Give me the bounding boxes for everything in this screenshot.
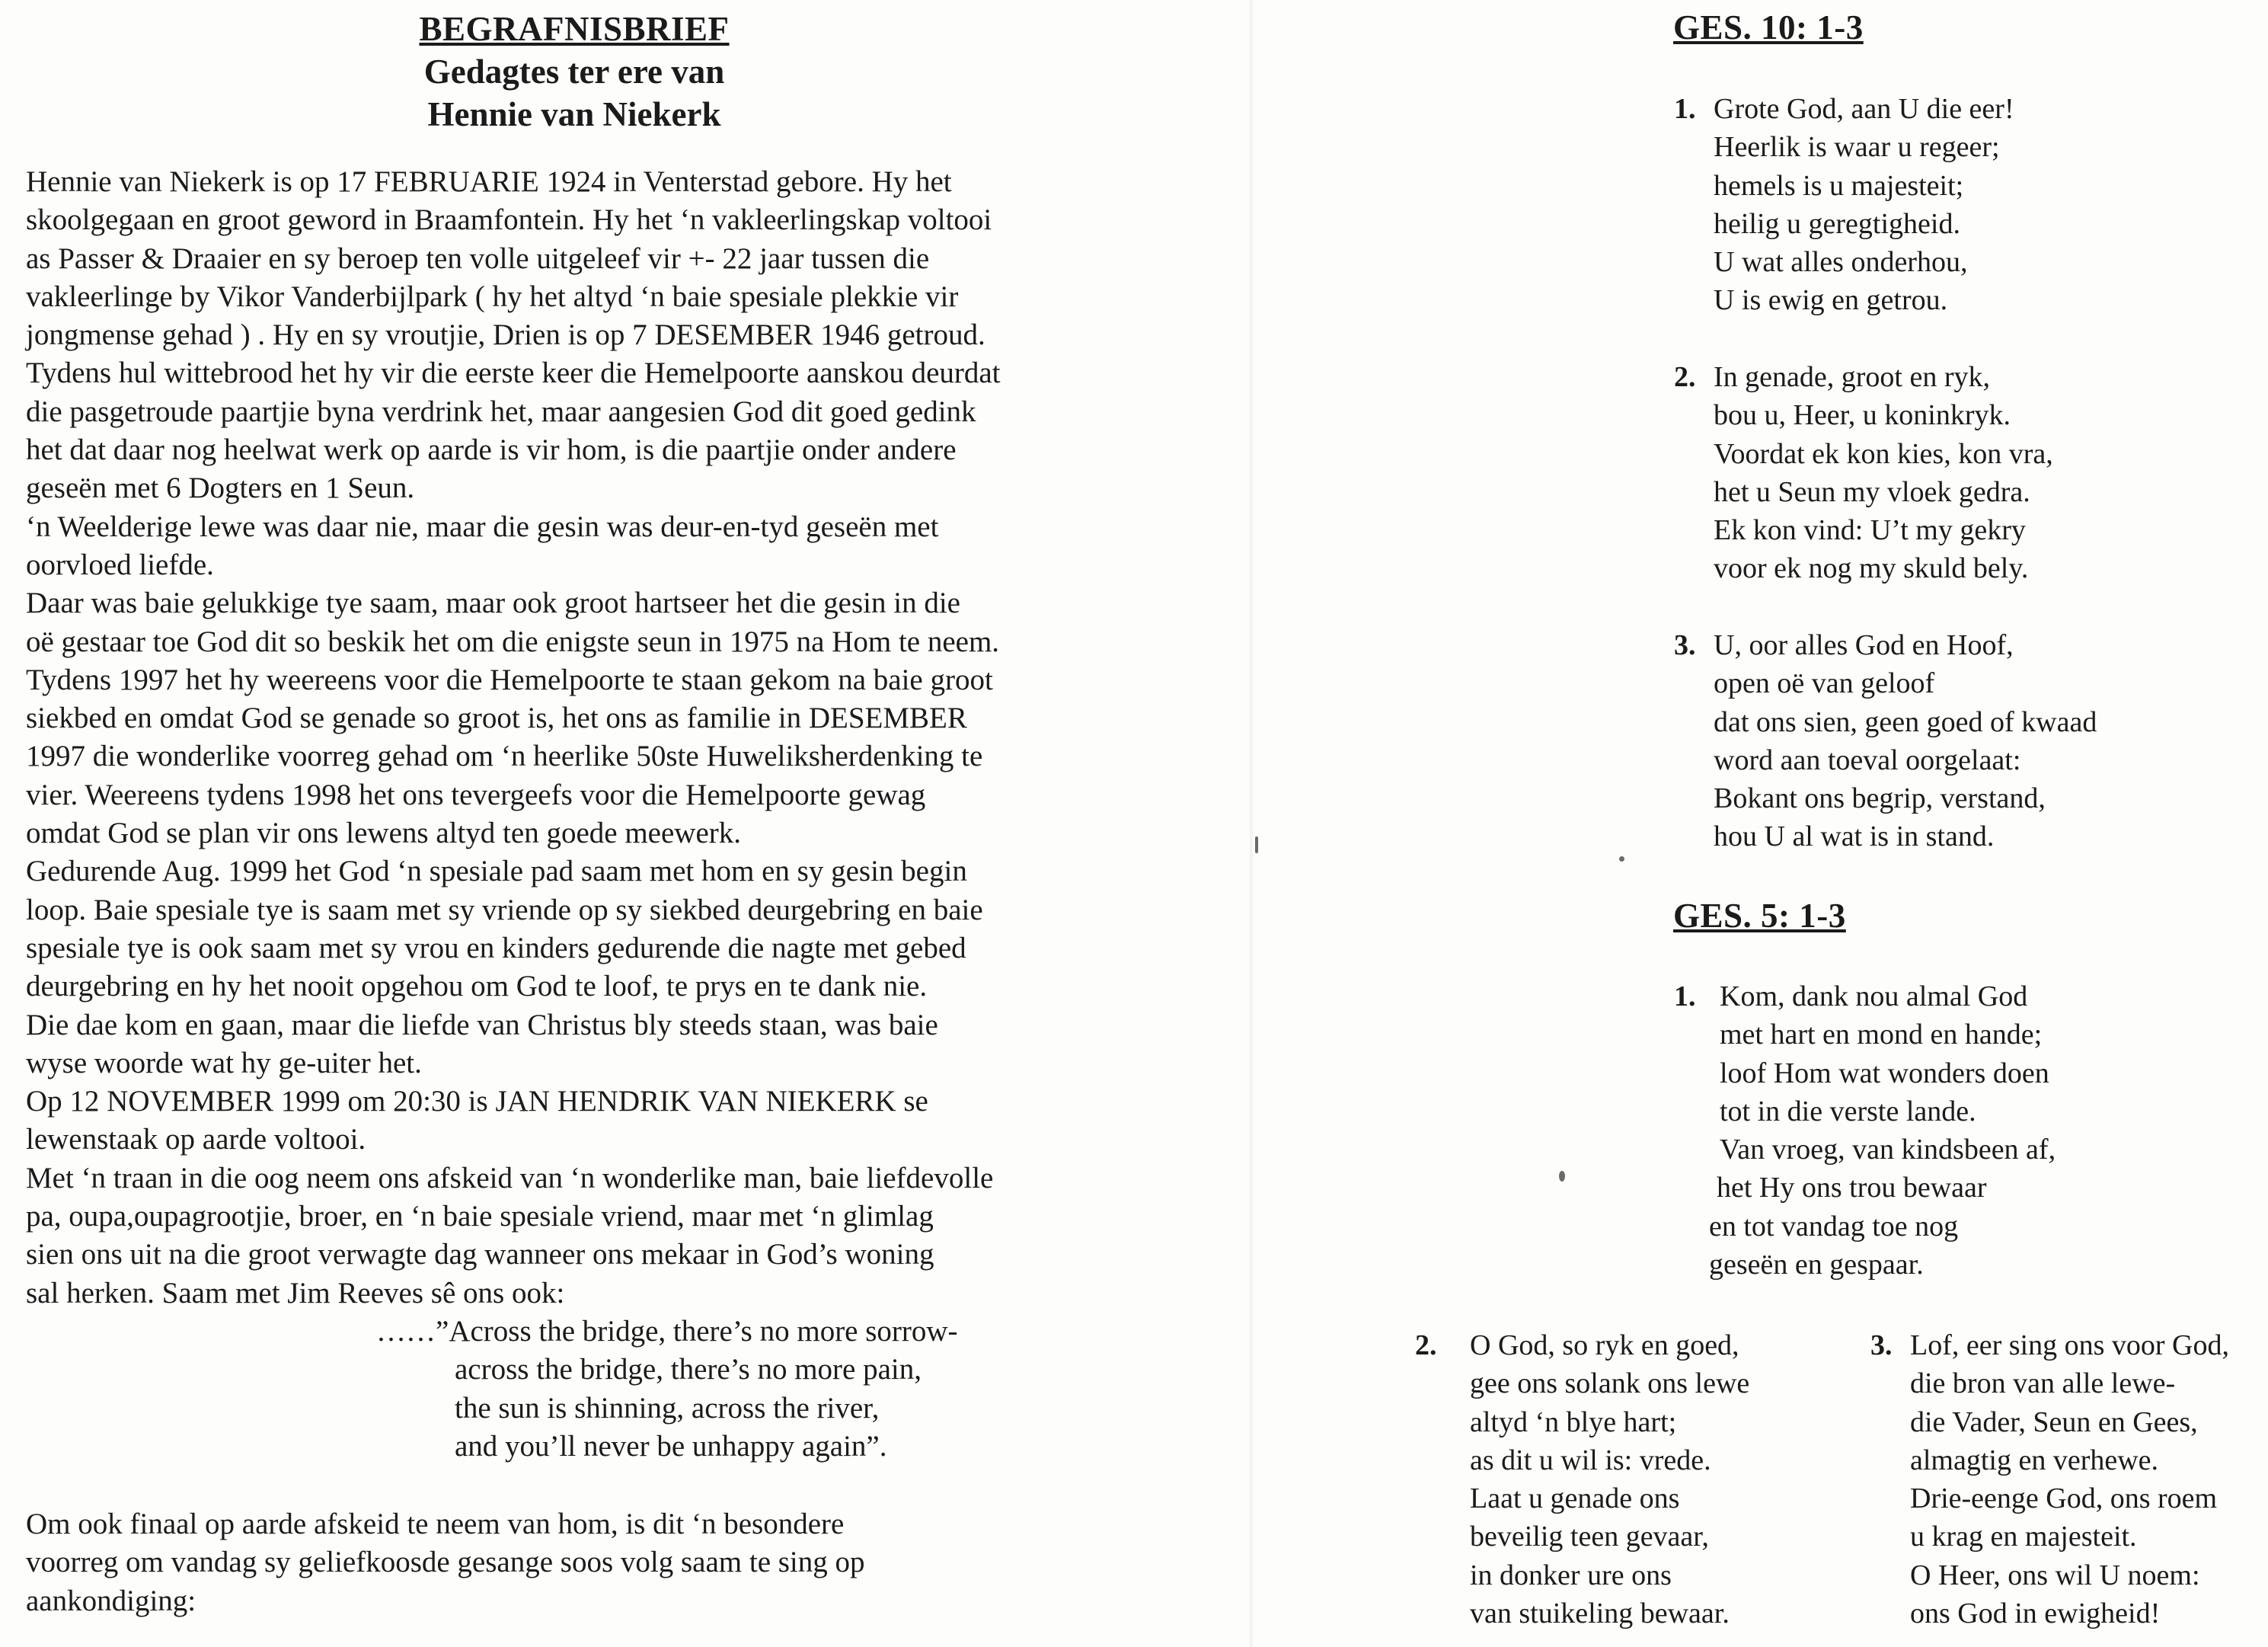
verse-line: O Heer, ons wil U noem: bbox=[1910, 1559, 2200, 1591]
text-line: jongmense gehad ) . Hy en sy vroutjie, Drien is op 7 DESEMBER 1946 getroud. bbox=[26, 318, 985, 352]
hymn-heading: GES. 5: 1-3 bbox=[1673, 897, 1846, 935]
hymn-verse bbox=[1870, 1326, 2229, 1633]
verse-number: 1. bbox=[1674, 980, 1696, 1012]
text-line: aankondiging: bbox=[26, 1584, 196, 1617]
verse-line: dat ons sien, geen goed of kwaad bbox=[1714, 705, 2097, 738]
hymn-verse bbox=[1415, 1326, 1749, 1633]
page-fold bbox=[1249, 0, 1254, 1647]
verse-line: die Vader, Seun en Gees, bbox=[1910, 1406, 2198, 1438]
letter-title: BEGRAFNISBRIEF bbox=[419, 10, 730, 48]
verse-line: Kom, dank nou almal God bbox=[1720, 980, 2028, 1012]
hymn-verse bbox=[1674, 977, 2056, 1284]
verse-line: altyd ‘n blye hart; bbox=[1470, 1406, 1677, 1438]
verse-line: u krag en majesteit. bbox=[1910, 1521, 2137, 1553]
text-line: lewenstaak op aarde voltooi. bbox=[26, 1123, 366, 1156]
text-line: vier. Weereens tydens 1998 het ons tevergeefs voor die Hemelpoorte gewag bbox=[26, 778, 926, 811]
text-line: vakleerlinge by Vikor Vanderbijlpark ( hy het altyd ‘n baie spesiale plekkie vir bbox=[26, 280, 959, 313]
text-line: siekbed en omdat God se genade so groot is, het ons as familie in DESEMBER bbox=[26, 702, 967, 735]
text-line: Met ‘n traan in die oog neem ons afskeid van ‘n wonderlike man, baie liefdevolle bbox=[26, 1161, 994, 1194]
verse-number: 1. bbox=[1674, 93, 1696, 125]
hymn-verse bbox=[1674, 358, 2053, 588]
verse-line: ons God in ewigheid! bbox=[1910, 1597, 2161, 1630]
hymn-heading: GES. 10: 1-3 bbox=[1673, 8, 1864, 46]
verse-line: U is ewig en getrou. bbox=[1714, 284, 1948, 317]
text-line: sal herken. Saam met Jim Reeves sê ons ook: bbox=[26, 1276, 565, 1310]
text-line: ‘n Weelderige lewe was daar nie, maar die gesin was deur-en-tyd geseën met bbox=[26, 510, 939, 543]
closing-paragraph bbox=[26, 1505, 1138, 1620]
verse-line: Grote God, aan U die eer! bbox=[1714, 93, 2014, 125]
verse-line: almagtig en verhewe. bbox=[1910, 1444, 2159, 1476]
verse-line: Drie-eenge God, ons roem bbox=[1910, 1482, 2218, 1515]
verse-line: het Hy ons trou bewaar bbox=[1717, 1172, 1987, 1204]
letter-header bbox=[26, 8, 1107, 136]
text-line: skoolgegaan en groot geword in Braamfontein. Hy het ‘n vakleerlingskap voltooi bbox=[26, 203, 992, 237]
verse-line: gee ons solank ons lewe bbox=[1470, 1367, 1750, 1400]
text-line: Daar was baie gelukkige tye saam, maar ook groot hartseer het die gesin in die bbox=[26, 587, 960, 620]
quote-line: the sun is shinning, across the river, bbox=[455, 1391, 880, 1425]
verse-line: word aan toeval oorgelaat: bbox=[1714, 744, 2021, 776]
hymn-verse bbox=[1674, 626, 2097, 856]
text-line: oorvloed liefde. bbox=[26, 548, 214, 581]
paper-speck bbox=[1619, 856, 1624, 862]
verse-line: as dit u wil is: vrede. bbox=[1470, 1444, 1711, 1476]
verse-line: Van vroeg, van kindsbeen af, bbox=[1720, 1134, 2056, 1166]
text-line: pa, oupa,oupagrootjie, broer, en ‘n baie spesiale vriend, maar met ‘n glimlag bbox=[26, 1200, 934, 1233]
verse-line: Lof, eer sing ons voor God, bbox=[1910, 1329, 2229, 1361]
obituary-letter bbox=[26, 8, 1138, 1620]
text-line: omdat God se plan vir ons lewens altyd ten goede meewerk. bbox=[26, 817, 741, 850]
paper-speck bbox=[1255, 836, 1258, 853]
verse-line: hemels is u majesteit; bbox=[1714, 169, 1964, 202]
text-line: 1997 die wonderlike voorreg gehad om ‘n heerlike 50ste Huweliksherdenking te bbox=[26, 740, 983, 773]
verse-line: Ek kon vind: U’t my gekry bbox=[1714, 514, 2026, 547]
text-line: Om ook finaal op aarde afskeid te neem van hom, is dit ‘n besondere bbox=[26, 1508, 845, 1541]
text-line: oë gestaar toe God dit so beskik het om die enigste seun in 1975 na Hom te neem. bbox=[26, 625, 1000, 658]
verse-line: het u Seun my vloek gedra. bbox=[1714, 475, 2030, 508]
verse-line: die bron van alle lewe- bbox=[1910, 1367, 2176, 1400]
text-line: spesiale tye is ook saam met sy vrou en kinders gedurende die nagte met gebed bbox=[26, 931, 966, 964]
verse-line: van stuikeling bewaar. bbox=[1470, 1597, 1730, 1630]
verse-number: 3. bbox=[1870, 1329, 1893, 1361]
verse-line: In genade, groot en ryk, bbox=[1714, 361, 1990, 393]
letter-subtitle: Hennie van Niekerk bbox=[427, 95, 721, 133]
text-line: as Passer & Draaier en sy beroep ten volle uitgeleef vir +- 22 jaar tussen die bbox=[26, 241, 930, 275]
quote-line: ……”Across the bridge, there’s no more sorrow- bbox=[376, 1314, 958, 1348]
text-line: Gedurende Aug. 1999 het God ‘n spesiale pad saam met hom en sy gesin begin bbox=[26, 855, 967, 888]
verse-line: beveilig teen gevaar, bbox=[1470, 1521, 1709, 1553]
verse-line: hou U al wat is in stand. bbox=[1714, 820, 1995, 853]
verse-line: tot in die verste lande. bbox=[1720, 1095, 1976, 1127]
verse-line: loof Hom wat wonders doen bbox=[1720, 1057, 2049, 1089]
verse-line: in donker ure ons bbox=[1470, 1559, 1672, 1591]
verse-line: met hart en mond en hande; bbox=[1720, 1019, 2043, 1051]
verse-number: 2. bbox=[1674, 361, 1696, 393]
song-quote bbox=[376, 1313, 1138, 1466]
text-line: die pasgetroude paartjie byna verdrink het, maar aangesien God dit goed gedink bbox=[26, 395, 976, 428]
verse-line: O God, so ryk en goed, bbox=[1470, 1329, 1739, 1361]
verse-number: 2. bbox=[1415, 1329, 1437, 1361]
quote-line: across the bridge, there’s no more pain, bbox=[455, 1353, 922, 1386]
verse-line: voor ek nog my skuld bely. bbox=[1714, 552, 2029, 585]
verse-line: Voordat ek kon kies, kon vra, bbox=[1714, 437, 2053, 470]
verse-line: Laat u genade ons bbox=[1470, 1482, 1680, 1515]
text-line: Hennie van Niekerk is op 17 FEBRUARIE 1924 in Venterstad gebore. Hy het bbox=[26, 165, 952, 198]
verse-line: bou u, Heer, u koninkryk. bbox=[1714, 399, 2011, 432]
text-line: loop. Baie spesiale tye is saam met sy vriende op sy siekbed deurgebring en baie bbox=[26, 893, 983, 926]
text-line: geseën met 6 Dogters en 1 Seun. bbox=[26, 472, 415, 505]
hymn-verse bbox=[1674, 90, 2014, 320]
verse-line: Heerlik is waar u regeer; bbox=[1714, 131, 2000, 164]
verse-number: 3. bbox=[1674, 629, 1696, 661]
biography-text bbox=[26, 163, 1138, 1313]
verse-line: open oë van geloof bbox=[1714, 667, 1935, 700]
paper-speck bbox=[1559, 1171, 1565, 1182]
text-line: Tydens 1997 het hy weereens voor die Hemelpoorte te staan gekom na baie groot bbox=[26, 663, 993, 696]
quote-line: and you’ll never be unhappy again”. bbox=[455, 1429, 887, 1463]
text-line: voorreg om vandag sy geliefkoosde gesange soos volg saam te sing op bbox=[26, 1546, 865, 1579]
text-line: sien ons uit na die groot verwagte dag wanneer ons mekaar in God’s woning bbox=[26, 1238, 934, 1271]
verse-line: Bokant ons begrip, verstand, bbox=[1714, 782, 2046, 815]
text-line: wyse woorde wat hy ge-uiter het. bbox=[26, 1046, 422, 1079]
verse-line: U wat alles onderhou, bbox=[1714, 246, 1968, 279]
verse-line: geseën en gespaar. bbox=[1709, 1249, 1924, 1281]
text-line: deurgebring en hy het nooit opgehou om God te loof, te prys en te dank nie. bbox=[26, 970, 928, 1003]
verse-line: heilig u geregtigheid. bbox=[1714, 207, 1960, 240]
text-line: Op 12 NOVEMBER 1999 om 20:30 is JAN HENDRIK VAN NIEKERK se bbox=[26, 1085, 928, 1118]
verse-line: U, oor alles God en Hoof, bbox=[1714, 629, 2014, 661]
text-line: Tydens hul wittebrood het hy vir die eerste keer die Hemelpoorte aanskou deurdat bbox=[26, 357, 1001, 390]
verse-line: en tot vandag toe nog bbox=[1709, 1210, 1959, 1242]
letter-subtitle: Gedagtes ter ere van bbox=[423, 53, 725, 91]
text-line: Die dae kom en gaan, maar die liefde van Christus bly steeds staan, was baie bbox=[26, 1008, 938, 1041]
text-line: het dat daar nog heelwat werk op aarde is vir hom, is die paartjie onder andere bbox=[26, 433, 957, 467]
